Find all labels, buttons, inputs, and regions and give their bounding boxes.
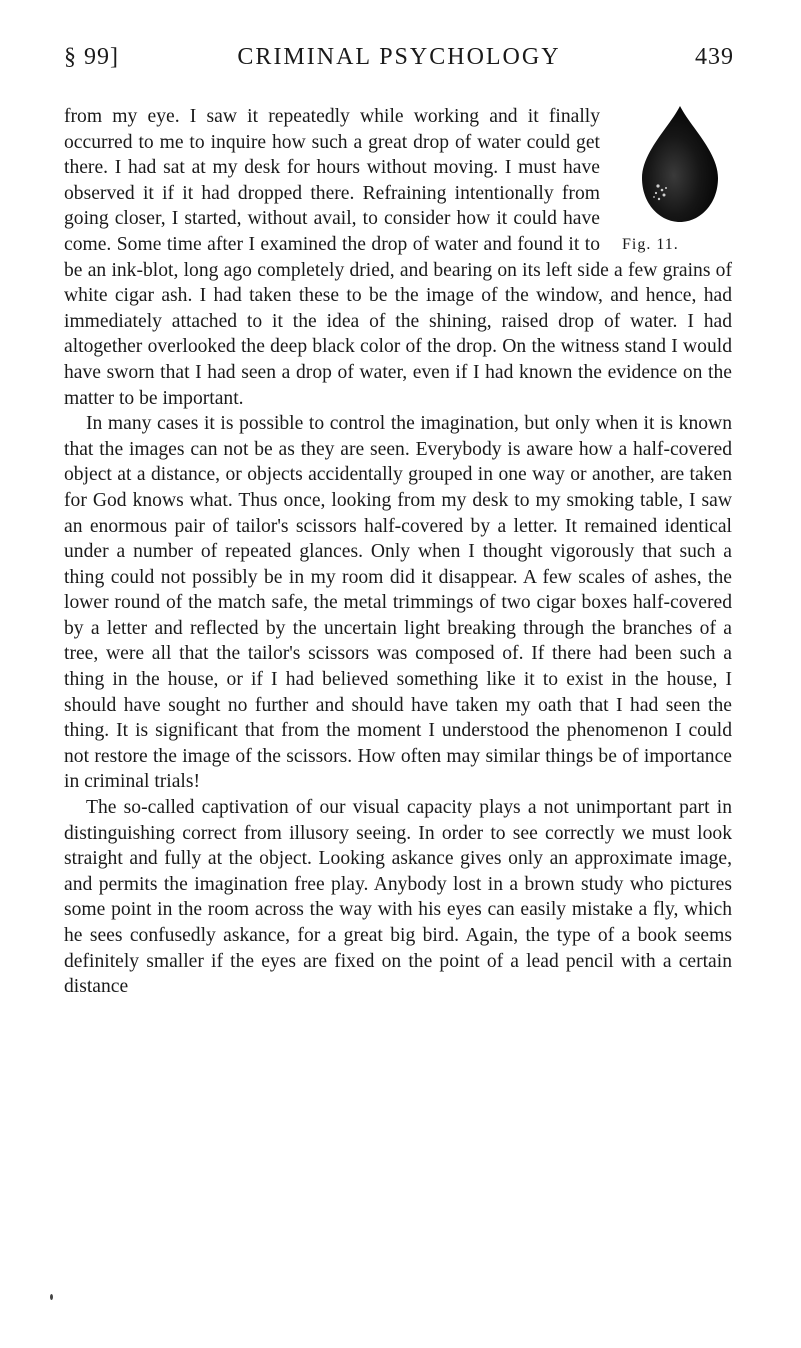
body-text	[64, 104, 732, 1000]
chapter-title: CRIMINAL PSYCHOLOGY	[237, 44, 561, 70]
paragraph: The so-called captivation of our visual capacity plays a not unimportant part in distinguishing correct from illusory seeing. In order to see correctly we must look straight and fully at the object. Looking askance gives only an approximate image, and permits the imagination free play. Anybody lost in a brown study who pictures some point in the room across the way with his eyes can easily mistake a fly, which he sees confusedly askance, for a great big bird. Again, the type of a book seems definitely smaller if the eyes are fixed on the point of a lead pencil with a certain distance	[64, 797, 732, 998]
print-speck	[50, 1294, 53, 1300]
paragraph: In many cases it is possible to control the imagination, but only when it is known that the images can not be as they are seen. Everybody is aware how a half-covered object at a distance, or objects accidentally grouped in one way or another, are taken for God knows what. Thus once, looking from my desk to my smoking table, I saw an enormous pair of tailor's scissors half-covered by a letter. It remained identical under a number of repeated glances. Only when I thought vigorously that such a thing could not possibly be in my room did it disappear. A few scales of ashes, the lower round of the match safe, the metal trimmings of two cigar boxes half-covered by a letter and reflected by the uncertain light breaking through the branches of a tree, were all that the tailor's scissors was composed of. If there had been such a thing in the house, or if I had believed something like it to exist in the house, I should have sought no further and should have taken my oath that I had seen the thing. It is significant that from the moment I understood the phenomenon I could not restore the image of the scissors. How often may similar things be of importance in criminal trials!	[64, 413, 732, 793]
figure-caption: Fig. 11.	[622, 236, 679, 253]
running-head	[64, 44, 734, 78]
ink-drop-icon	[638, 104, 722, 226]
section-number: § 99]	[64, 44, 119, 70]
paragraph-text: from my eye. I saw it repeatedly while working and it finally occurred to me to inquire how such a great drop of water could get there. I had sat at my desk for hours without moving. I must have observed it if it had dropped there. Refraining intentionally from going closer, I started, without avail, to consider how it could have come. Some time after I examined the drop of water and found it to be an ink-blot, long ago completely dried, and bearing on its left side a few grains of white cigar ash. I had taken these to be the image of the window, and hence, had immediately attached to it the idea of the shining, raised drop of water. I had altogether overlooked the deep black color of the drop. On the witness stand I would have sworn that I had seen a drop of water, even if I had known the evidence on the matter to be important.	[64, 106, 732, 409]
paragraph	[64, 104, 732, 411]
page-number: 439	[695, 44, 734, 70]
figure-11	[612, 104, 732, 253]
